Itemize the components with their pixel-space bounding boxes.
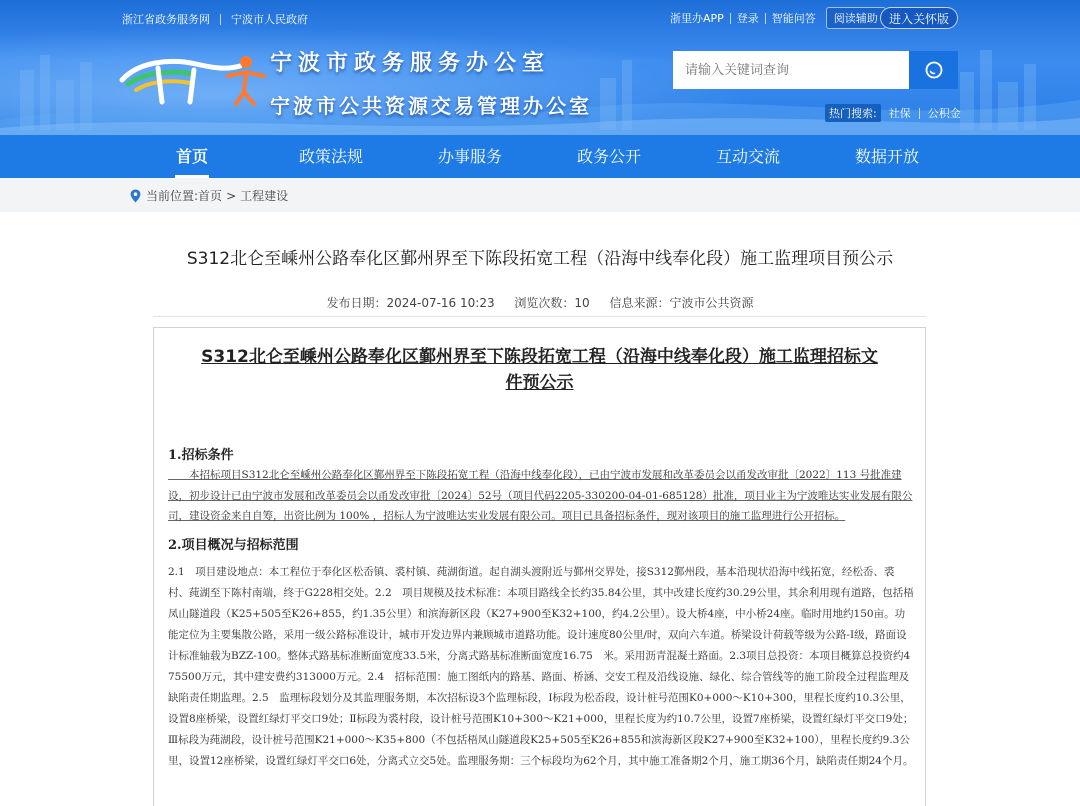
- search-input[interactable]: [673, 51, 909, 89]
- section-heading: 2.项目概况与招标范围: [168, 538, 299, 553]
- site-title-secondary: 宁波市公共资源交易管理办公室: [270, 94, 592, 118]
- document-title-line1: S312北仑至嵊州公路奉化区鄞州界至下陈段拓宽工程（沿海中线奉化段）施工监理招标文: [201, 347, 878, 367]
- view-count: 浏览次数：10: [514, 296, 590, 310]
- link-zj-gov-service[interactable]: 浙江省政务服务网: [122, 13, 210, 26]
- divider: [220, 14, 221, 25]
- nav-interaction[interactable]: 互动交流: [715, 147, 780, 166]
- nav-disclosure[interactable]: 政务公开: [576, 147, 641, 166]
- link-login[interactable]: 登录: [736, 12, 759, 25]
- info-source: 信息来源：宁波市公共资源: [609, 296, 754, 310]
- top-right-links: [664, 7, 886, 29]
- divider: [153, 316, 926, 317]
- care-mode-button[interactable]: 进入关怀版: [880, 7, 958, 29]
- article-meta: [100, 294, 980, 311]
- breadcrumb-bar: [0, 178, 1080, 212]
- section-paragraph: 本招标项目S312北仑至嵊州公路奉化区鄞州界至下陈段拓宽工程（沿海中线奉化段），已由宁波市发展和改革委员会以甬发改审批〔2022〕113 号批准建设，初步设计已由宁波市发展和改革委员会以甬发改审批〔2024〕52号（项目代码2205-330200-04-01-685128）批准，项目业主为宁波唯达实业发展有限公司，建设资金来自自筹，出资比例为 100% ，招标人为宁波唯达实业发展有限公司。项目已具备招标条件，现对该项目的施工监理进行公开招标。: [168, 469, 913, 522]
- nav-services[interactable]: 办事服务: [437, 147, 502, 166]
- document-content: [153, 327, 926, 806]
- link-ningbo-gov[interactable]: 宁波市人民政府: [231, 13, 308, 26]
- breadcrumb-label: 当前位置:: [146, 189, 199, 203]
- main-nav: [0, 135, 1080, 178]
- article-title: S312北仑至嵊州公路奉化区鄞州界至下陈段拓宽工程（沿海中线奉化段）施工监理项目预公示: [186, 249, 894, 269]
- breadcrumb-current[interactable]: 工程建设: [240, 189, 289, 203]
- reader-assist-button[interactable]: 阅读辅助: [826, 7, 886, 29]
- nav-home[interactable]: 首页: [152, 135, 232, 178]
- document-title-line2: 件预公示: [505, 373, 574, 393]
- nav-policy[interactable]: 政策法规: [298, 147, 363, 166]
- nav-open-data[interactable]: 数据开放: [854, 147, 919, 166]
- top-left-links: [122, 11, 308, 27]
- location-pin-icon: [130, 189, 141, 203]
- breadcrumb: [130, 187, 288, 204]
- section-paragraph: 2.1 项目建设地点：本工程位于奉化区松岙镇、裘村镇、莼湖街道。起自湖头渡附近与鄞州交界处，接S312鄞州段，基本沿现状沿海中线拓宽，经松岙、裘村、莼湖至下陈村南端，终于G228相交处。2.2 项目规模及技术标准：本项目路线全长约35.84公里，其中改建长度约30.29公里，其余利用现有道路，包括梧凤山隧道段（K25+505至K26+855，约1.35公里）和滨海新区段（K27+900至K32+100，约4.2公里）。设大桥4座，中小桥24座。临时用地约150亩。功能定位为主要集散公路，采用一级公路标准设计，城市开发边界内兼顾城市道路功能。设计速度80公里/时，双向六车道。桥梁设计荷载等级为公路-Ⅰ级，路面设计标准轴载为BZZ-100。整体式路基标准断面宽度33.5米，分离式路基标准断面宽度16.75 米。采用沥青混凝土路面。2.3项目总投资：本项目概算总投资约475500万元，其中建安费约313000万元。2.4 招标范围：施工图纸内的路基、路面、桥涵、交安工程及沿线设施、绿化、综合管线等的施工阶段全过程监理及缺陷责任期监理。2.5 监理标段划分及其监理服务期，本次招标设3个监理标段，Ⅰ标段为松岙段，设计桩号范围K0+000～K10+300，里程长度约10.3公里，设置8座桥梁，设置红绿灯平交口9处；Ⅱ标段为裘村段，设计桩号范围K10+300～K21+000，里程长度为约10.7公里，设置7座桥梁，设置红绿灯平交口9处；Ⅲ标段为莼湖段，设计桩号范围K21+000～K35+800（不包括梧凤山隧道段K25+505至K26+855和滨海新区段K27+900至K32+100），里程长度约9.3公里，设置12座桥梁，设置红绿灯平交口6处，分离式立交5处。监理服务期：三个标段均为62个月，其中施工准备期2个月，施工期36个月，缺陷责任期24个月。: [168, 566, 914, 767]
- site-logo-icon: [118, 50, 266, 106]
- link-smart-qa[interactable]: 智能问答: [771, 12, 816, 25]
- hot-search-item[interactable]: 公积金: [927, 107, 961, 120]
- publish-date: 发布日期：2024-07-16 10:23: [326, 296, 495, 310]
- section-heading: 1.招标条件: [168, 448, 234, 463]
- search-button[interactable]: [909, 51, 958, 89]
- hot-search-label: 热门搜索:: [825, 104, 881, 122]
- search-icon: [924, 60, 944, 80]
- hot-search-item[interactable]: 社保: [888, 107, 911, 120]
- breadcrumb-separator: >: [226, 188, 237, 203]
- site-banner: [0, 0, 1080, 135]
- site-title-primary: 宁波市政务服务办公室: [270, 51, 551, 76]
- link-zlb-app[interactable]: 浙里办APP: [670, 12, 724, 25]
- hot-search: [825, 104, 969, 122]
- breadcrumb-home[interactable]: 首页: [198, 189, 223, 203]
- document-title: [164, 344, 915, 396]
